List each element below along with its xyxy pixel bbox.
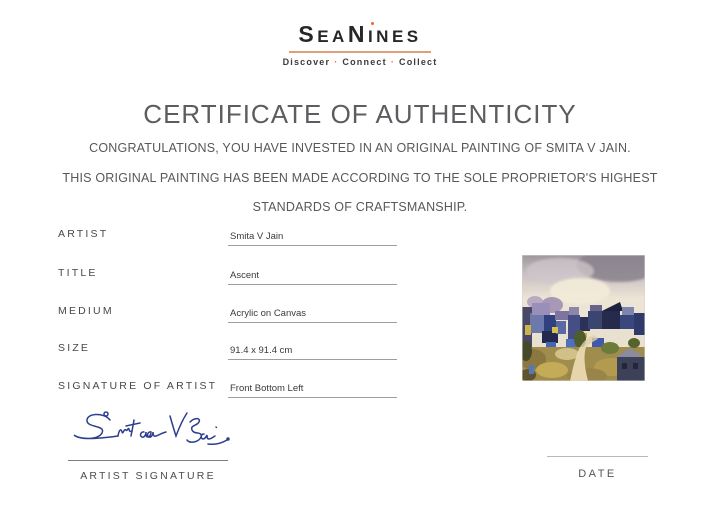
field-row-signature-location (58, 374, 398, 398)
logo-i-dot-icon (371, 22, 374, 25)
date-label: DATE (578, 468, 617, 480)
brand-dotted-i (368, 25, 376, 49)
field-row-size (58, 336, 398, 360)
tagline-word: Collect (399, 57, 438, 67)
certificate-title: CERTIFICATE OF AUTHENTICITY (143, 99, 577, 130)
artist-signature-label: ARTIST SIGNATURE (80, 470, 216, 482)
painting-thumbnail (522, 255, 645, 381)
size-value: 91.4 x 91.4 cm (228, 345, 397, 360)
medium-value: Acrylic on Canvas (228, 308, 397, 323)
field-row-medium (58, 299, 398, 323)
field-row-artist (58, 222, 398, 246)
tagline-dot-icon: · (334, 57, 339, 67)
medium-label: MEDIUM (58, 305, 114, 317)
field-row-title (58, 261, 398, 285)
brand-name (298, 22, 421, 50)
intro-line: CONGRATULATIONS, YOU HAVE INVESTED IN AN ORIGINAL PAINTING OF SMITA V JAIN. (89, 141, 631, 155)
tagline-word: Connect (342, 57, 387, 67)
title-label: TITLE (58, 267, 98, 279)
signature-of-artist-label: SIGNATURE OF ARTIST (58, 380, 218, 392)
brand-logo (0, 22, 720, 67)
signature-of-artist-value: Front Bottom Left (228, 383, 397, 398)
logo-underline (289, 51, 431, 53)
artist-signature-image (70, 408, 232, 458)
date-line (547, 456, 648, 457)
size-label: SIZE (58, 342, 91, 354)
intro-line: STANDARDS OF CRAFTSMANSHIP. (252, 200, 468, 214)
intro-line: THIS ORIGINAL PAINTING HAS BEEN MADE ACCORDING TO THE SOLE PROPRIETOR'S HIGHEST (62, 170, 658, 185)
brand-tagline (0, 57, 720, 67)
title-value: Ascent (228, 270, 397, 285)
brand-letter: NES (376, 27, 422, 46)
brand-letter: N (347, 21, 368, 47)
brand-letter: S (298, 21, 318, 47)
intro-paragraph (0, 134, 720, 223)
tagline-word: Discover (282, 57, 331, 67)
brand-letter: EA (317, 27, 348, 46)
artist-value: Smita V Jain (228, 231, 397, 246)
tagline-dot-icon: · (390, 57, 396, 67)
signature-line (68, 460, 228, 461)
brand-letter: I (367, 27, 377, 46)
artist-label: ARTIST (58, 228, 109, 240)
